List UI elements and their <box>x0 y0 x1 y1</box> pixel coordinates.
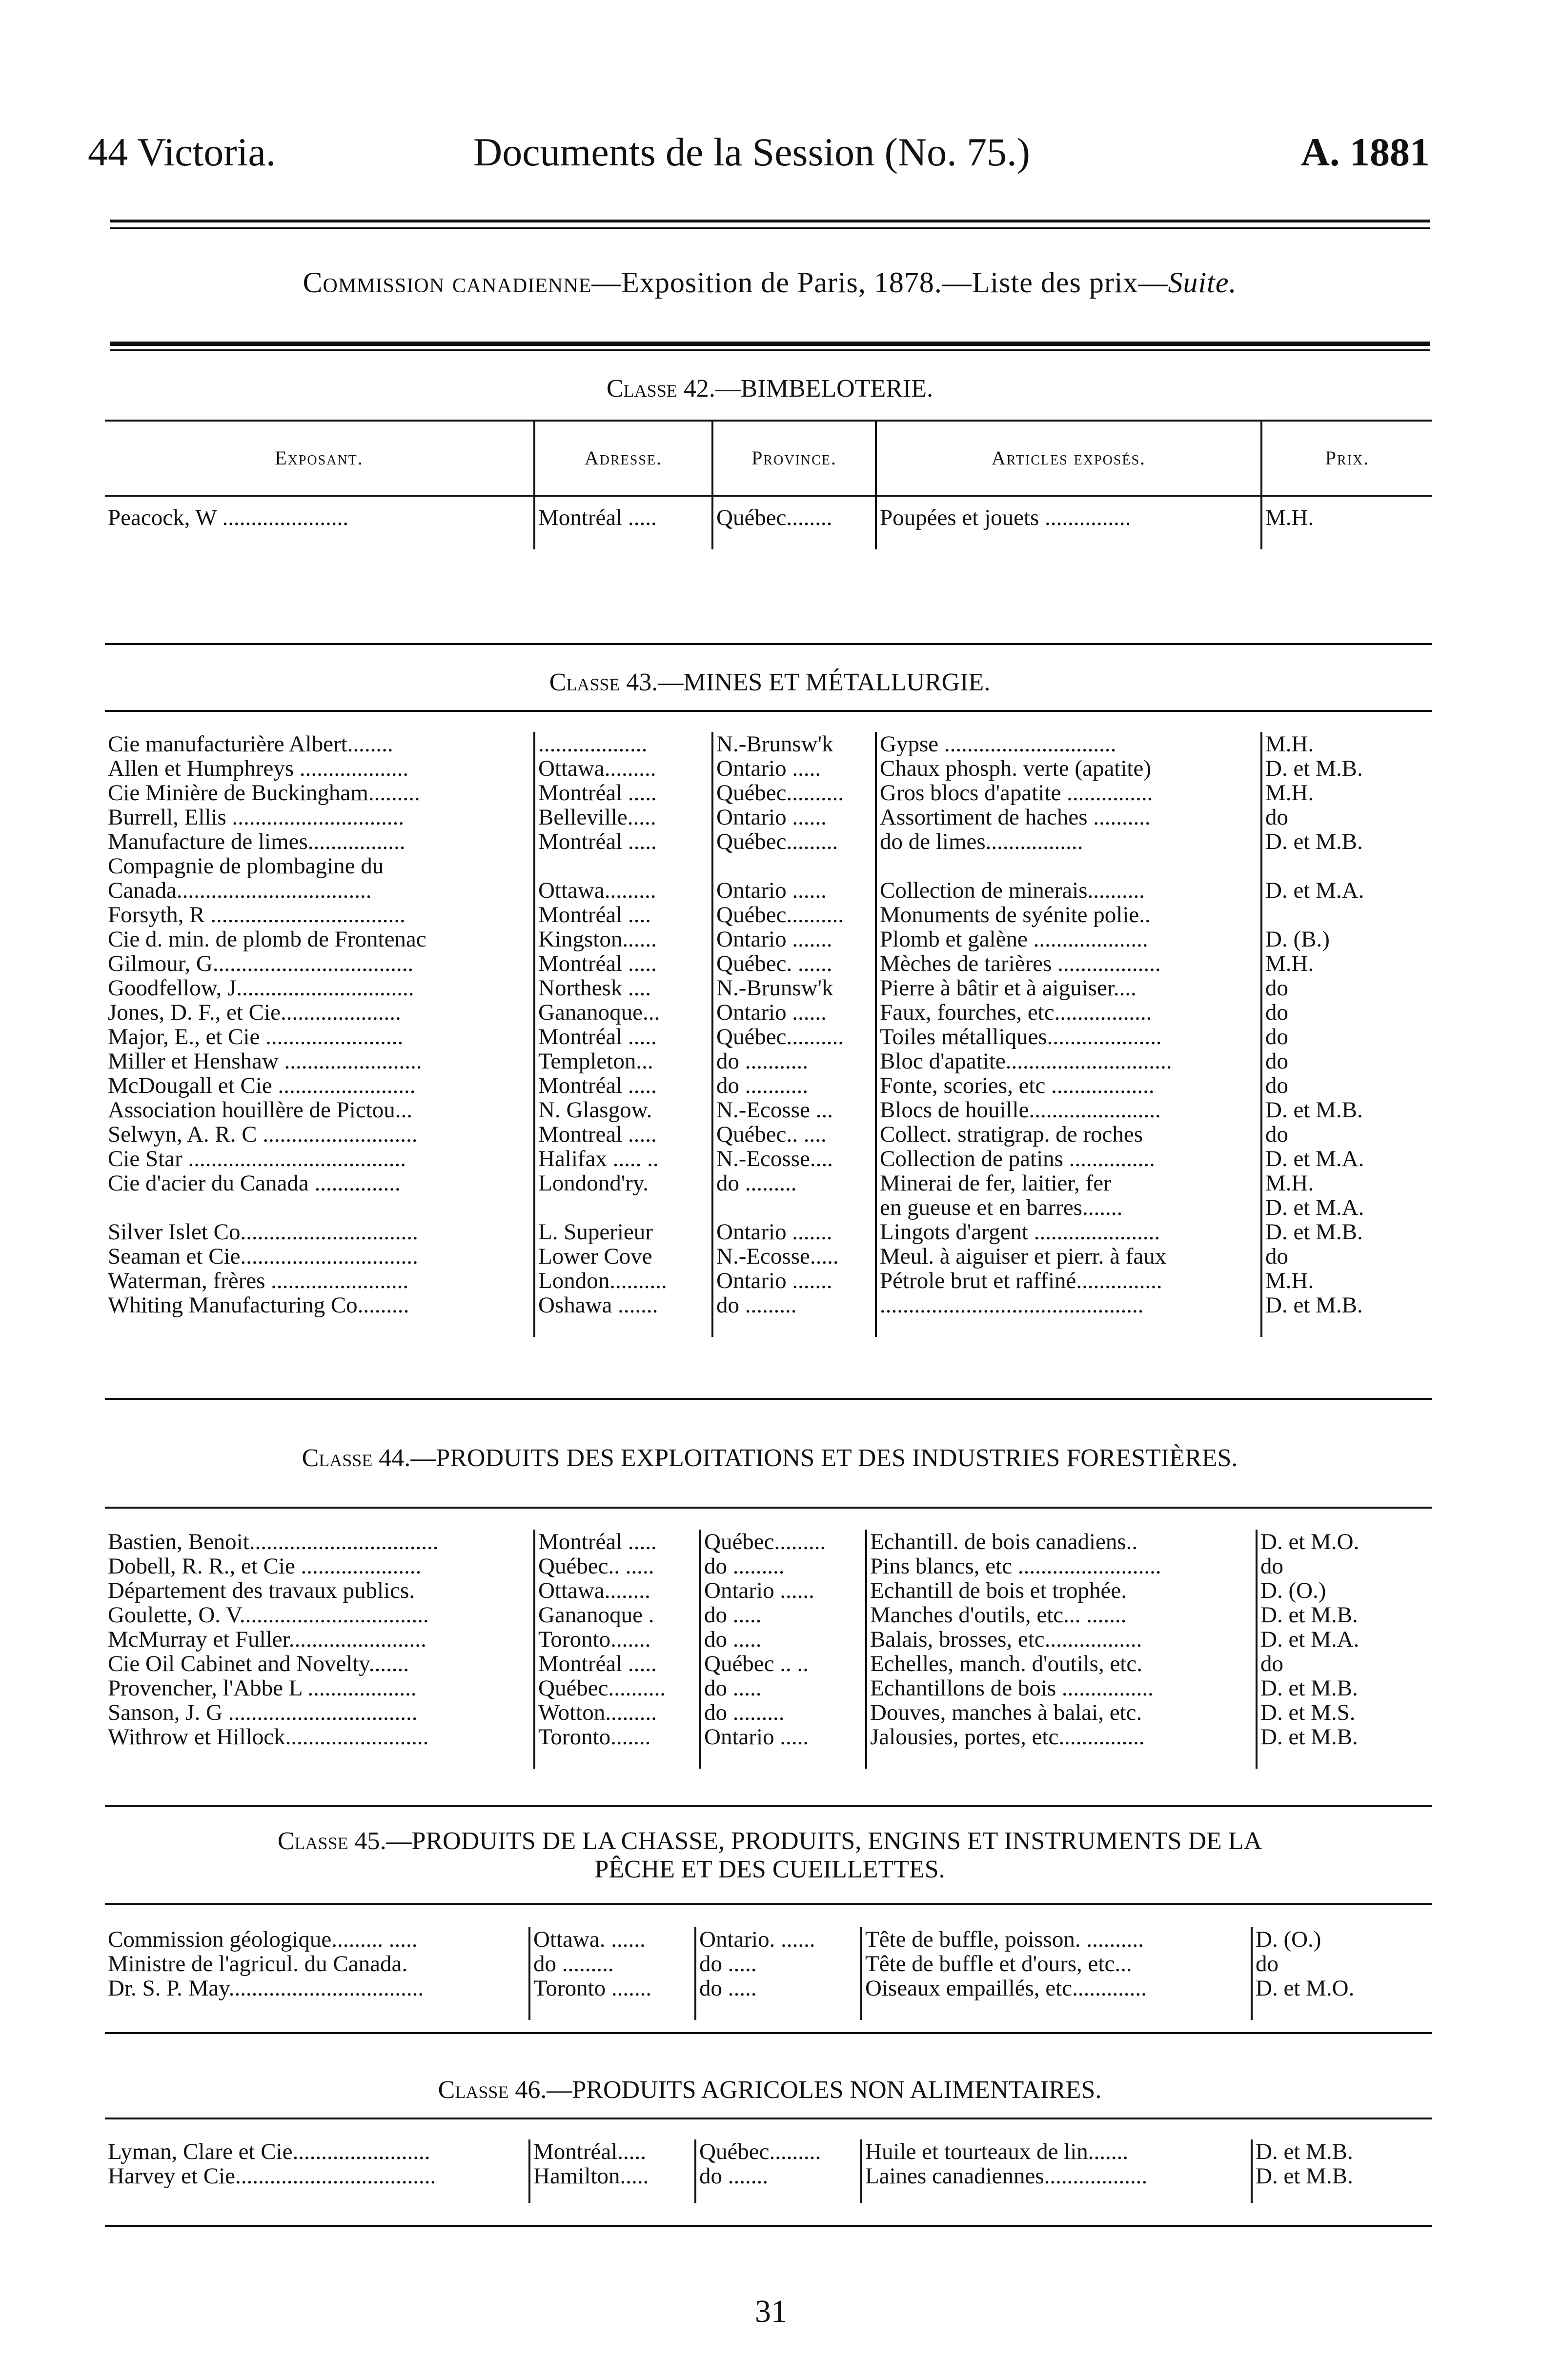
cell-articles: Mèches de tarières .................. <box>876 951 1261 976</box>
cell-prix: D. et M.A. <box>1261 1147 1432 1171</box>
cell-province: Québec. ...... <box>712 951 876 976</box>
cell-province: do ..... <box>700 1603 866 1627</box>
cell-articles: Collection de minerais.......... <box>876 878 1261 903</box>
cell-province: do ........... <box>712 1049 876 1073</box>
cell-exposant: Waterman, frères ........................ <box>108 1269 409 1293</box>
cell-articles: Plomb et galène .................... <box>876 927 1261 951</box>
cell-prix: M.H. <box>1261 1269 1432 1293</box>
cell-prix: D. et M.B. <box>1257 1676 1432 1700</box>
cell-articles: Collect. stratigrap. de roches <box>876 1122 1261 1147</box>
cell-adresse: Montreal ..... <box>534 1122 712 1147</box>
cell-prix: M.H. <box>1261 1171 1432 1195</box>
cell-articles: Lingots d'argent ...................... <box>876 1220 1261 1244</box>
cell-prix: D. et M.O. <box>1252 1976 1432 2000</box>
cell-articles: Jalousies, portes, etc............... <box>866 1725 1257 1749</box>
cell-exposant: Silver Islet Co............................... <box>108 1220 418 1244</box>
title-rule-thin <box>110 349 1430 351</box>
table-row <box>105 1976 1432 2000</box>
cell-prix: do <box>1261 1244 1432 1269</box>
table-row <box>105 976 1432 1000</box>
cell-adresse: ................... <box>534 732 712 756</box>
cell-adresse: Londond'ry. <box>534 1171 712 1195</box>
cell-articles: Monuments de syénite polie.. <box>876 903 1261 927</box>
classe-44-title <box>110 1444 1430 1472</box>
cell-exposant: Cie manufacturière Albert........ <box>108 732 393 756</box>
cell-adresse: Gananoque... <box>534 1000 712 1025</box>
cell-articles <box>876 854 1261 878</box>
cell-articles: Minerai de fer, laitier, fer <box>876 1171 1261 1195</box>
cell-province: N.-Brunsw'k <box>712 732 876 756</box>
classe-45-title <box>110 1827 1430 1884</box>
classe-45-top-rule <box>105 1903 1432 1905</box>
cell-prix: do <box>1261 805 1432 829</box>
cell-exposant: Manufacture de limes................. <box>108 829 406 854</box>
cell-prix: D. et M.B. <box>1252 2164 1432 2188</box>
cell-exposant: Dr. S. P. May.................................. <box>108 1976 424 2000</box>
cell-adresse: Halifax ..... .. <box>534 1147 712 1171</box>
classe-46-top-rule <box>105 2118 1432 2119</box>
cell-exposant: Association houillère de Pictou... <box>108 1098 412 1122</box>
column-prix: Prix. <box>1261 421 1432 496</box>
column-exposant: Exposant. <box>275 447 364 469</box>
table-row <box>105 1171 1432 1195</box>
cell-exposant: Dobell, R. R., et Cie ..................... <box>108 1554 422 1578</box>
cell-articles: Fonte, scories, etc .................. <box>876 1073 1261 1098</box>
cell-adresse: Montréal ..... <box>534 1073 712 1098</box>
header-year: A. 1881 <box>1300 130 1430 174</box>
table-row <box>105 1578 1432 1603</box>
cell-articles: Toiles métalliques.................... <box>876 1025 1261 1049</box>
cell-articles: Laines canadiennes.................. <box>861 2164 1252 2188</box>
cell-adresse: N. Glasgow. <box>534 1098 712 1122</box>
table-row <box>105 927 1432 951</box>
cell-articles: Gypse .............................. <box>876 732 1261 756</box>
table-row <box>105 878 1432 903</box>
cell-adresse: L. Superieur <box>534 1220 712 1244</box>
cell-province: Ontario ....... <box>712 927 876 951</box>
table-row <box>105 1554 1432 1578</box>
cell-exposant: Sanson, J. G ................................. <box>108 1700 418 1725</box>
cell-prix: D. et M.B. <box>1261 1293 1432 1317</box>
classe-46-heading: Classe 46.—PRODUITS AGRICOLES NON ALIMENTAIRES. <box>438 2076 1102 2104</box>
classe-42-table <box>105 420 1432 549</box>
cell-adresse: Québec.. ..... <box>534 1554 700 1578</box>
cell-articles: Bloc d'apatite............................. <box>876 1049 1261 1073</box>
classe-44-heading: Classe 44.—PRODUITS DES EXPLOITATIONS ET DES INDUSTRIES FORESTIÈRES. <box>302 1444 1238 1472</box>
table-row <box>105 1627 1432 1652</box>
cell-province: Québec.......... <box>712 903 876 927</box>
cell-articles: Echantill de bois et trophée. <box>866 1578 1257 1603</box>
cell-adresse: Oshawa ....... <box>534 1293 712 1317</box>
header-rule-top <box>110 220 1430 222</box>
cell-adresse: Belleville..... <box>534 805 712 829</box>
cell-exposant: Ministre de l'agricul. du Canada. <box>108 1952 408 1976</box>
cell-adresse: Toronto ....... <box>529 1976 695 2000</box>
cell-prix: do <box>1261 976 1432 1000</box>
table-row <box>105 732 1432 756</box>
cell-prix <box>1261 854 1432 878</box>
cell-articles: .............................................. <box>876 1293 1261 1317</box>
cell-prix: M.H. <box>1261 951 1432 976</box>
cell-exposant: Cie Star ...................................... <box>108 1147 406 1171</box>
table-row <box>105 1220 1432 1244</box>
cell-province: Québec........ <box>712 505 876 530</box>
cell-province: Ontario ...... <box>700 1578 866 1603</box>
cell-articles: Douves, manches à balai, etc. <box>866 1700 1257 1725</box>
table-row <box>105 1122 1432 1147</box>
cell-adresse: Montréal..... <box>529 2139 695 2164</box>
cell-adresse: Lower Cove <box>534 1244 712 1269</box>
cell-prix: M.H. <box>1261 781 1432 805</box>
cell-province: N.-Ecosse ... <box>712 1098 876 1122</box>
classe-43-title <box>110 668 1430 697</box>
table-row <box>105 1676 1432 1700</box>
cell-exposant: Jones, D. F., et Cie..................... <box>108 1000 401 1025</box>
cell-adresse: Toronto....... <box>534 1627 700 1652</box>
cell-prix: D. (O.) <box>1257 1578 1432 1603</box>
cell-adresse: Wotton......... <box>534 1700 700 1725</box>
cell-articles: Faux, fourches, etc................. <box>876 1000 1261 1025</box>
cell-prix: D. et M.B. <box>1261 756 1432 781</box>
cell-province: Québec.......... <box>712 1025 876 1049</box>
cell-adresse: Montréal ..... <box>534 829 712 854</box>
table-row <box>105 1293 1432 1317</box>
classe-43-table <box>105 732 1432 1337</box>
cell-province <box>712 1195 876 1220</box>
cell-province: do ..... <box>700 1627 866 1652</box>
cell-adresse: Ottawa......... <box>534 756 712 781</box>
cell-prix: D. et M.A. <box>1261 1195 1432 1220</box>
classe-42-title <box>110 375 1430 403</box>
cell-articles: do de limes................. <box>876 829 1261 854</box>
cell-exposant: Whiting Manufacturing Co......... <box>108 1293 409 1317</box>
table-row <box>105 903 1432 927</box>
cell-articles: Tête de buffle, poisson. .......... <box>861 1927 1252 1952</box>
cell-articles: Echantillons de bois ................ <box>866 1676 1257 1700</box>
cell-adresse: London.......... <box>534 1269 712 1293</box>
cell-adresse: Toronto....... <box>534 1725 700 1749</box>
classe-42-heading: Classe 42.—BIMBELOTERIE. <box>607 375 933 403</box>
cell-province <box>712 854 876 878</box>
cell-adresse: Ottawa......... <box>534 878 712 903</box>
cell-articles: Poupées et jouets ............... <box>876 505 1261 530</box>
table-row <box>105 2139 1432 2164</box>
cell-adresse <box>534 854 712 878</box>
classe-45-heading-line2: PÊCHE ET DES CUEILLETTES. <box>594 1856 945 1883</box>
cell-adresse: Montréal .... <box>534 903 712 927</box>
table-row <box>105 1147 1432 1171</box>
cell-adresse: Montréal ..... <box>534 951 712 976</box>
cell-prix: do <box>1261 1122 1432 1147</box>
cell-prix: D. et M.B. <box>1257 1725 1432 1749</box>
cell-province: Ontario ...... <box>712 805 876 829</box>
table-row <box>105 1269 1432 1293</box>
cell-province: do ..... <box>695 1952 861 1976</box>
header-document-title: Documents de la Session (No. 75.) <box>473 130 1030 174</box>
cell-province: Québec.. .... <box>712 1122 876 1147</box>
classe-45-table <box>105 1927 1432 2020</box>
title-rule-thick <box>110 342 1430 346</box>
cell-prix: do <box>1261 1000 1432 1025</box>
cell-province: do ..... <box>695 1976 861 2000</box>
header-rule-bottom <box>110 227 1430 229</box>
cell-articles: Pins blancs, etc ......................... <box>866 1554 1257 1578</box>
classe-44-bottom-rule <box>105 1805 1432 1807</box>
cell-adresse: Montréal ..... <box>534 781 712 805</box>
cell-province: do ....... <box>695 2164 861 2188</box>
cell-prix: do <box>1261 1073 1432 1098</box>
cell-articles: Huile et tourteaux de lin....... <box>861 2139 1252 2164</box>
cell-prix: D. (O.) <box>1252 1927 1432 1952</box>
cell-adresse: Kingston...... <box>534 927 712 951</box>
table-row <box>105 1195 1432 1220</box>
table-row <box>105 805 1432 829</box>
cell-exposant: Miller et Henshaw ........................ <box>108 1049 422 1073</box>
cell-articles: Balais, brosses, etc................. <box>866 1627 1257 1652</box>
cell-articles: Tête de buffle et d'ours, etc... <box>861 1952 1252 1976</box>
cell-prix: do <box>1257 1554 1432 1578</box>
document-title <box>110 266 1430 300</box>
cell-exposant: Goulette, O. V................................. <box>108 1603 429 1627</box>
cell-articles: Echelles, manch. d'outils, etc. <box>866 1652 1257 1676</box>
cell-exposant: Provencher, l'Abbe L ................... <box>108 1676 417 1700</box>
column-header-row <box>105 421 1432 496</box>
cell-prix: D. et M.B. <box>1252 2139 1432 2164</box>
column-articles: Articles exposés. <box>876 421 1261 496</box>
cell-articles: Pétrole brut et raffiné............... <box>876 1269 1261 1293</box>
cell-prix: M.H. <box>1261 732 1432 756</box>
cell-prix: do <box>1252 1952 1432 1976</box>
page-header <box>88 129 1430 188</box>
table-row <box>105 1725 1432 1749</box>
cell-prix: do <box>1261 1049 1432 1073</box>
cell-exposant: McDougall et Cie ........................ <box>108 1073 416 1098</box>
table-row <box>105 1927 1432 1952</box>
classe-45-heading-line1: Classe 45.—PRODUITS DE LA CHASSE, PRODUITS, ENGINS ET INSTRUMENTS DE LA <box>277 1827 1262 1855</box>
table-row <box>105 1000 1432 1025</box>
column-province: Province. <box>712 421 876 496</box>
cell-province: do ......... <box>700 1700 866 1725</box>
cell-articles: Chaux phosph. verte (apatite) <box>876 756 1261 781</box>
title-commission: Commission canadienne <box>303 266 592 299</box>
cell-adresse: Montréal ..... <box>534 1652 700 1676</box>
cell-prix: D. et M.A. <box>1261 878 1432 903</box>
classe-43-top-rule <box>105 710 1432 712</box>
cell-prix: D. et M.O. <box>1257 1530 1432 1554</box>
cell-exposant: Cie d. min. de plomb de Frontenac <box>108 927 426 951</box>
cell-exposant: Commission géologique......... ..... <box>108 1927 418 1952</box>
cell-exposant: Seaman et Cie............................... <box>108 1244 418 1269</box>
cell-prix <box>1261 903 1432 927</box>
table-row <box>105 1098 1432 1122</box>
cell-province: do ......... <box>712 1293 876 1317</box>
cell-articles: Manches d'outils, etc... ....... <box>866 1603 1257 1627</box>
cell-exposant: Withrow et Hillock......................... <box>108 1725 429 1749</box>
cell-prix: do <box>1257 1652 1432 1676</box>
cell-exposant: Compagnie de plombagine du <box>108 854 384 878</box>
classe-46-table <box>105 2139 1432 2203</box>
cell-prix: D. et M.A. <box>1257 1627 1432 1652</box>
cell-articles: en gueuse et en barres....... <box>876 1195 1261 1220</box>
cell-province: Québec .. .. <box>700 1652 866 1676</box>
classe-43-bottom-rule <box>105 1398 1432 1400</box>
cell-exposant: Goodfellow, J............................... <box>108 976 414 1000</box>
cell-province: Québec.......... <box>712 781 876 805</box>
cell-province: do ..... <box>700 1676 866 1700</box>
cell-province: do ........... <box>712 1073 876 1098</box>
cell-adresse: Gananoque . <box>534 1603 700 1627</box>
classe-43-heading: Classe 43.—MINES ET MÉTALLURGIE. <box>549 668 991 696</box>
table-row <box>105 1603 1432 1627</box>
cell-adresse: Ottawa........ <box>534 1578 700 1603</box>
classe-44-table <box>105 1530 1432 1769</box>
cell-province: N.-Brunsw'k <box>712 976 876 1000</box>
cell-prix: D. et M.B. <box>1261 1098 1432 1122</box>
table-row <box>105 1073 1432 1098</box>
cell-province: Ontario ...... <box>712 1000 876 1025</box>
table-row <box>105 951 1432 976</box>
title-exposition: —Exposition de Paris, 1878.—Liste des prix— <box>591 266 1168 299</box>
table-row <box>105 1025 1432 1049</box>
cell-exposant: Peacock, W ...................... <box>108 505 348 530</box>
cell-articles: Assortiment de haches .......... <box>876 805 1261 829</box>
table-row <box>105 1530 1432 1554</box>
table-row <box>105 756 1432 781</box>
cell-prix: do <box>1261 1025 1432 1049</box>
cell-adresse: Montréal ..... <box>534 1530 700 1554</box>
table-row <box>105 854 1432 878</box>
cell-adresse: do ......... <box>529 1952 695 1976</box>
cell-exposant: Canada.................................. <box>108 878 372 903</box>
cell-adresse: Templeton... <box>534 1049 712 1073</box>
cell-exposant: Bastien, Benoit................................. <box>108 1530 439 1554</box>
cell-articles: Meul. à aiguiser et pierr. à faux <box>876 1244 1261 1269</box>
cell-prix: D. (B.) <box>1261 927 1432 951</box>
cell-articles: Pierre à bâtir et à aiguiser.... <box>876 976 1261 1000</box>
cell-province: Ontario ..... <box>700 1725 866 1749</box>
cell-province: Ontario ....... <box>712 1220 876 1244</box>
cell-articles: Collection de patins ............... <box>876 1147 1261 1171</box>
title-suite: Suite. <box>1168 266 1237 299</box>
cell-adresse: Montréal ..... <box>534 1025 712 1049</box>
cell-exposant: Forsyth, R .................................. <box>108 903 406 927</box>
page-number: 31 <box>755 2294 787 2329</box>
table-row <box>105 1049 1432 1073</box>
cell-exposant: Cie Minière de Buckingham......... <box>108 781 420 805</box>
cell-adresse <box>534 1195 712 1220</box>
cell-exposant: Burrell, Ellis .............................. <box>108 805 405 829</box>
cell-articles: Blocs de houille....................... <box>876 1098 1261 1122</box>
cell-articles: Echantill. de bois canadiens.. <box>866 1530 1257 1554</box>
cell-exposant: Major, E., et Cie ........................ <box>108 1025 404 1049</box>
cell-articles: Gros blocs d'apatite ............... <box>876 781 1261 805</box>
cell-province: Québec......... <box>695 2139 861 2164</box>
cell-province: Québec......... <box>712 829 876 854</box>
cell-exposant: Allen et Humphreys ................... <box>108 756 409 781</box>
cell-exposant: Selwyn, A. R. C ........................... <box>108 1122 418 1147</box>
cell-province: do ......... <box>700 1554 866 1578</box>
cell-province: do ......... <box>712 1171 876 1195</box>
cell-exposant <box>105 1195 534 1220</box>
classe-42-rule <box>105 643 1432 645</box>
table-row <box>105 1652 1432 1676</box>
cell-exposant: Gilmour, G................................... <box>108 951 414 976</box>
cell-province: Ontario. ...... <box>695 1927 861 1952</box>
cell-prix: D. et M.B. <box>1257 1603 1432 1627</box>
cell-province: Ontario ..... <box>712 756 876 781</box>
classe-46-title <box>110 2076 1430 2104</box>
cell-prix: D. et M.S. <box>1257 1700 1432 1725</box>
column-adresse: Adresse. <box>534 421 712 496</box>
cell-adresse: Montréal ..... <box>534 505 712 530</box>
classe-46-bottom-rule <box>105 2225 1432 2227</box>
cell-adresse: Northesk .... <box>534 976 712 1000</box>
cell-exposant: Harvey et Cie................................... <box>108 2164 436 2188</box>
cell-exposant: Département des travaux publics. <box>108 1578 415 1603</box>
table-row <box>105 1952 1432 1976</box>
cell-province: Ontario ....... <box>712 1269 876 1293</box>
cell-exposant: Lyman, Clare et Cie........................ <box>108 2139 430 2164</box>
cell-prix: D. et M.B. <box>1261 829 1432 854</box>
cell-adresse: Hamilton..... <box>529 2164 695 2188</box>
cell-exposant: Cie Oil Cabinet and Novelty....... <box>108 1652 409 1676</box>
cell-exposant: McMurray et Fuller........................ <box>108 1627 426 1652</box>
table-row <box>105 829 1432 854</box>
cell-prix: M.H. <box>1261 505 1432 530</box>
table-row <box>105 781 1432 805</box>
cell-exposant: Cie d'acier du Canada ............... <box>108 1171 401 1195</box>
cell-province: N.-Ecosse..... <box>712 1244 876 1269</box>
cell-prix: D. et M.B. <box>1261 1220 1432 1244</box>
classe-45-bottom-rule <box>105 2032 1432 2034</box>
table-row <box>105 1244 1432 1269</box>
cell-province: Québec......... <box>700 1530 866 1554</box>
cell-province: N.-Ecosse.... <box>712 1147 876 1171</box>
cell-province: Ontario ...... <box>712 878 876 903</box>
table-row <box>105 2164 1432 2188</box>
classe-44-top-rule <box>105 1507 1432 1509</box>
cell-adresse: Québec.......... <box>534 1676 700 1700</box>
header-session: 44 Victoria. <box>88 130 276 174</box>
table-row <box>105 1700 1432 1725</box>
table-row <box>105 505 1432 530</box>
cell-adresse: Ottawa. ...... <box>529 1927 695 1952</box>
cell-articles: Oiseaux empaillés, etc............. <box>861 1976 1252 2000</box>
